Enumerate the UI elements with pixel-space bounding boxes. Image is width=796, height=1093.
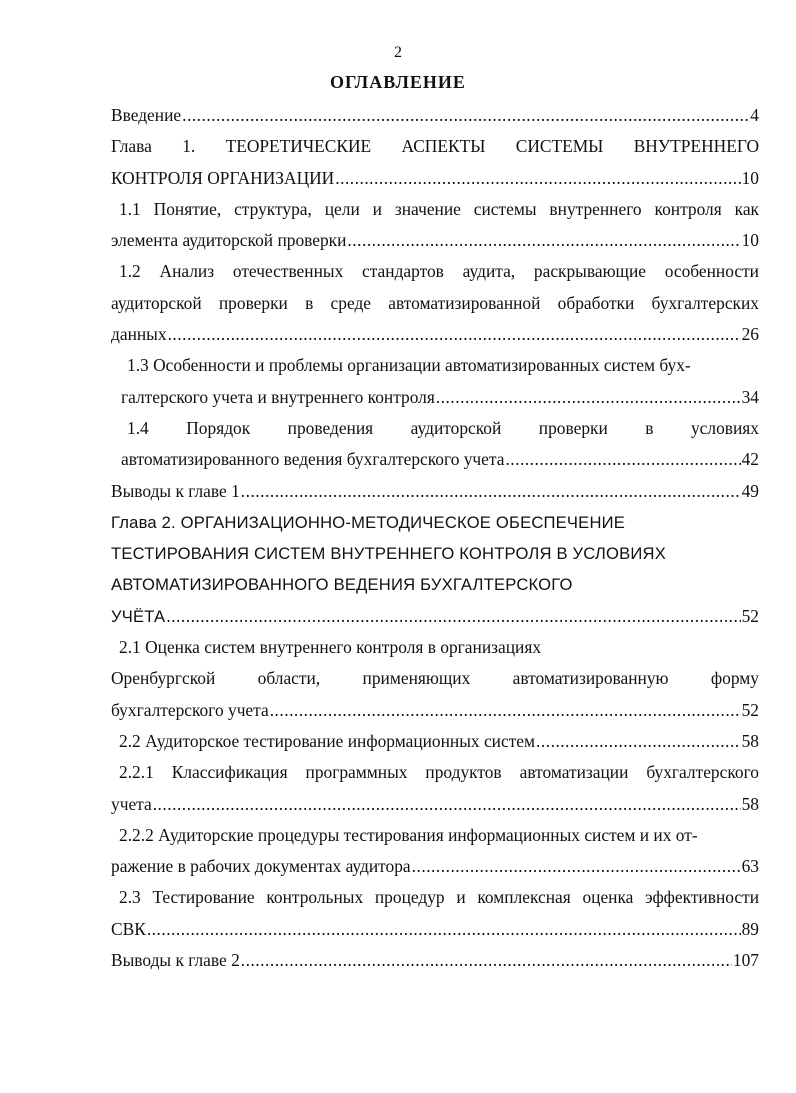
toc-entry-2-2-1[interactable]: 2.2.1 Классификация программных продуктов автоматизации бухгалтерского <box>119 762 759 783</box>
toc-entry-text: бухгалтерского учета <box>111 699 269 720</box>
toc-page-number: 34 <box>741 386 759 407</box>
toc-page-number: 89 <box>741 918 759 939</box>
toc-entry-2-3-end[interactable] <box>111 914 759 945</box>
table-of-contents <box>111 100 759 976</box>
toc-page-number: 26 <box>741 324 759 345</box>
toc-entry-1-3-end[interactable] <box>111 382 759 413</box>
toc-entry-text: 2.2 Аудиторское тестирование информационных систем <box>119 730 536 751</box>
toc-entry-chapter-1[interactable]: Глава 1. ТЕОРЕТИЧЕСКИЕ АСПЕКТЫ СИСТЕМЫ ВНУТРЕННЕГО <box>111 136 759 157</box>
toc-leader-dots <box>241 476 741 507</box>
toc-entry-1-1[interactable]: 1.1 Понятие, структура, цели и значение системы внутреннего контроля как <box>119 198 759 219</box>
toc-entry-1-4[interactable]: 1.4 Порядок проведения аудиторской проверки в условиях <box>127 417 759 438</box>
toc-entry-chapter-2-line-2[interactable]: ТЕСТИРОВАНИЯ СИСТЕМ ВНУТРЕННЕГО КОНТРОЛЯ В УСЛОВИЯХ <box>111 544 666 564</box>
toc-entry-text: галтерского учета и внутреннего контроля <box>121 386 435 407</box>
toc-entry-chapter-2[interactable]: Глава 2. ОРГАНИЗАЦИОННО-МЕТОДИЧЕСКОЕ ОБЕСПЕЧЕНИЕ <box>111 512 626 532</box>
toc-entry-1-2[interactable]: 1.2 Анализ отечественных стандартов аудита, раскрывающие особенности <box>119 261 759 282</box>
toc-entry-1-4-end[interactable] <box>111 444 759 475</box>
toc-entry-text: ражение в рабочих документах аудитора <box>111 856 411 877</box>
toc-entry-text: учета <box>111 793 152 814</box>
toc-leader-dots <box>505 444 740 475</box>
toc-page-number: 58 <box>741 793 759 814</box>
toc-leader-dots <box>241 945 732 976</box>
toc-leader-dots <box>347 225 740 256</box>
toc-entry-chapter-1-end[interactable] <box>111 163 759 194</box>
toc-leader-dots <box>153 789 741 820</box>
toc-page-number: 49 <box>741 480 759 501</box>
toc-page-number: 58 <box>741 730 759 751</box>
toc-entry-1-2-line-2[interactable]: аудиторской проверки в среде автоматизированной обработки бухгалтерских <box>111 292 759 313</box>
toc-leader-dots <box>166 601 740 632</box>
toc-entry-2-1[interactable]: 2.1 Оценка систем внутреннего контроля в организациях <box>119 637 542 658</box>
toc-leader-dots <box>536 726 741 757</box>
toc-entry-introduction[interactable] <box>111 100 759 131</box>
toc-page-number: 42 <box>741 449 759 470</box>
toc-entry-1-3[interactable]: 1.3 Особенности и проблемы организации автоматизированных систем бух- <box>127 355 691 376</box>
toc-entry-text: Введение <box>111 105 182 125</box>
toc-page-number: 10 <box>741 167 759 188</box>
toc-entry-chapter-2-end[interactable] <box>111 601 759 632</box>
toc-page-number: 52 <box>741 605 759 626</box>
toc-page-number: 63 <box>741 856 759 877</box>
toc-entry-2-2-2-end[interactable] <box>111 851 759 882</box>
toc-page-number: 107 <box>732 950 759 971</box>
toc-leader-dots <box>270 695 741 726</box>
toc-entry-text: Выводы к главе 2 <box>111 950 240 971</box>
toc-page-number: 4 <box>750 105 759 125</box>
toc-entry-2-3[interactable]: 2.3 Тестирование контрольных процедур и комплексная оценка эффективности <box>119 887 759 908</box>
page-title: ОГЛАВЛЕНИЕ <box>330 72 466 92</box>
toc-entry-2-2-2[interactable]: 2.2.2 Аудиторские процедуры тестирования информационных систем и их от- <box>119 824 698 845</box>
toc-page-number: 10 <box>741 230 759 251</box>
toc-entry-text: автоматизированного ведения бухгалтерского учета <box>121 449 505 470</box>
toc-entry-2-1-line-2[interactable]: Оренбургской области, применяющих автоматизированную форму <box>111 668 759 689</box>
toc-leader-dots <box>182 100 749 131</box>
toc-leader-dots <box>412 851 741 882</box>
toc-entry-2-1-end[interactable] <box>111 695 759 726</box>
toc-entry-1-1-end[interactable] <box>111 225 759 256</box>
toc-entry-text: Выводы к главе 1 <box>111 480 240 501</box>
toc-entry-2-2[interactable] <box>111 726 759 757</box>
toc-leader-dots <box>436 382 741 413</box>
toc-entry-text: КОНТРОЛЯ ОРГАНИЗАЦИИ <box>111 167 335 188</box>
toc-entry-text: данных <box>111 324 167 345</box>
toc-leader-dots <box>335 163 740 194</box>
toc-leader-dots <box>147 914 741 945</box>
toc-entry-conclusions-1[interactable] <box>111 476 759 507</box>
toc-entry-text: УЧЁТА <box>111 606 166 626</box>
toc-entry-chapter-2-line-3[interactable]: АВТОМАТИЗИРОВАННОГО ВЕДЕНИЯ БУХГАЛТЕРСКОГО <box>111 575 573 595</box>
toc-page-number: 52 <box>741 699 759 720</box>
toc-entry-conclusions-2[interactable] <box>111 945 759 976</box>
page-number: 2 <box>394 44 402 61</box>
toc-entry-2-2-1-end[interactable] <box>111 789 759 820</box>
toc-entry-text: СВК <box>111 918 146 939</box>
toc-entry-text: элемента аудиторской проверки <box>111 230 347 251</box>
toc-leader-dots <box>168 319 741 350</box>
toc-entry-1-2-end[interactable] <box>111 319 759 350</box>
